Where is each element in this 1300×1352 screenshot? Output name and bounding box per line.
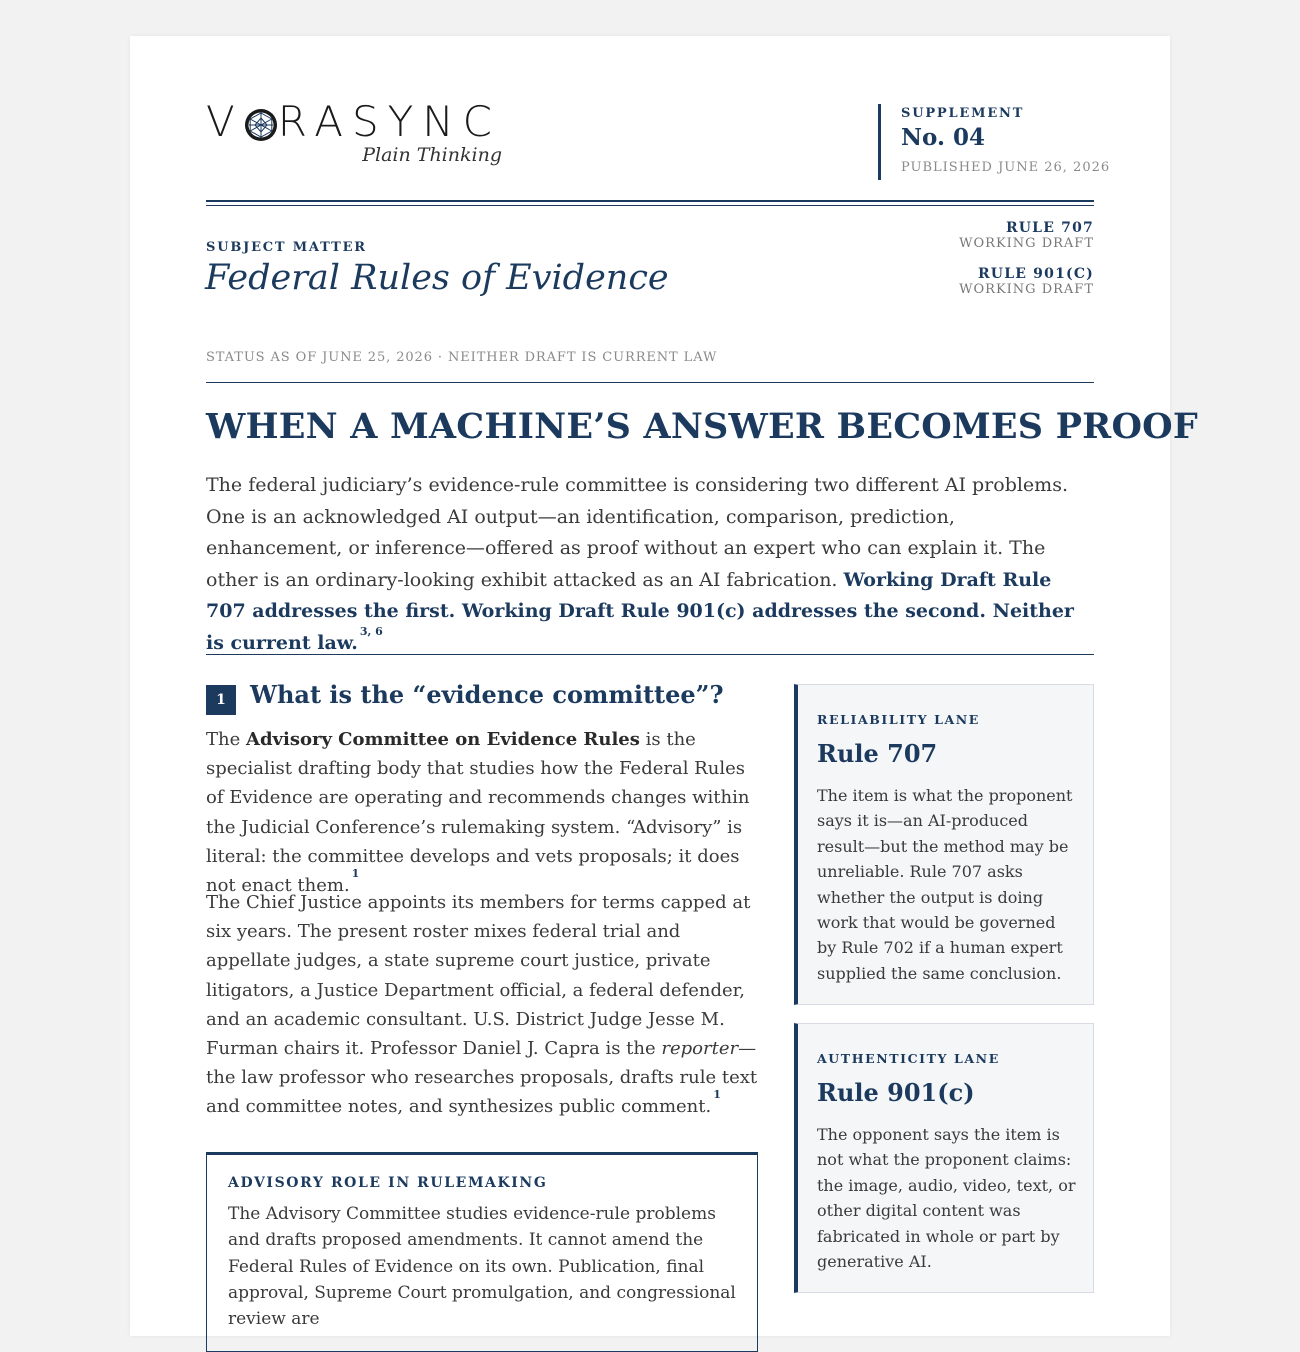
card-lane-label: RELIABILITY LANE bbox=[817, 712, 980, 727]
card-text: The opponent says the item is not what the proponent claims: the image, audio, video, text, or other digital content was fabricated in whole or part by generative AI. bbox=[817, 1125, 1076, 1272]
supplement-number: No. 04 bbox=[901, 124, 985, 151]
paragraph-italic: reporter bbox=[661, 1038, 739, 1060]
lede-bold-text: Working Draft Rule 707 addresses the first. Working Draft Rule 901(c) addresses the second. Neither is current law. bbox=[206, 568, 1074, 654]
card-text: The item is what the proponent says it is—an AI-produced result—but the method may be unreliable. Rule 707 asks whether the output is doing work that would be governed by Rule 702 if a human expert supplied the same conclusion. bbox=[817, 786, 1073, 983]
section-paragraph-2 bbox=[206, 888, 766, 1122]
globe-logo-icon bbox=[244, 104, 278, 152]
paragraph-text: The bbox=[206, 729, 246, 750]
published-date: PUBLISHED JUNE 26, 2026 bbox=[901, 160, 1111, 175]
rule-tag-status: WORKING DRAFT bbox=[959, 236, 1094, 251]
authenticity-lane-card bbox=[794, 1023, 1094, 1293]
card-lane-label: AUTHENTICITY LANE bbox=[817, 1051, 1000, 1066]
footnote-ref[interactable]: 3, 6 bbox=[359, 624, 383, 638]
callout-title: ADVISORY ROLE IN RULEMAKING bbox=[228, 1175, 548, 1191]
rule-tag-status: WORKING DRAFT bbox=[959, 282, 1094, 297]
brand-name-end: RASYNC bbox=[277, 97, 502, 146]
headline: WHEN A MACHINE’S ANSWER BECOMES PROOF bbox=[206, 406, 1198, 447]
paragraph-text: The Chief Justice appoints its members for terms capped at six years. The present roster mixes federal trial and appellate judges, a state supreme court justice, private litigators, a Justice Department official, a federal defender, and an academic consultant. U.S. District Judge Jesse M. Furman chairs it. Professor Daniel J. Capra is the bbox=[206, 892, 751, 1060]
rule-tag-name: RULE 901(C) bbox=[977, 266, 1094, 282]
status-line: STATUS AS OF JUNE 25, 2026 · NEITHER DRAFT IS CURRENT LAW bbox=[206, 350, 718, 365]
rule-tag-name: RULE 707 bbox=[1005, 220, 1094, 236]
section-paragraph-1 bbox=[206, 725, 766, 900]
status-divider bbox=[206, 382, 1094, 383]
rule-tag-901c bbox=[959, 266, 1094, 297]
document-page bbox=[130, 36, 1198, 1336]
paragraph-text: is the specialist drafting body that studies how the Federal Rules of Evidence are operating and recommends changes within the Judicial Conference’s rulemaking system. “Advisory” is literal: the committee develops and vets proposals; it does not enact them. bbox=[206, 729, 750, 897]
subject-label: SUBJECT MATTER bbox=[206, 240, 367, 255]
lede-text: The federal judiciary’s evidence-rule committee is considering two different AI problems. One is an acknowledged AI output—an identification, comparison, prediction, enhancement, or inference—offered as proof without an expert who can explain it. The other is an ordinary-looking exhibit attacked as an AI fabrication. bbox=[206, 474, 1068, 591]
lede-divider bbox=[206, 654, 1094, 655]
footnote-ref[interactable]: 1 bbox=[351, 867, 360, 881]
supplement-accent-bar bbox=[878, 104, 881, 180]
rule-tag-707 bbox=[959, 220, 1094, 251]
brand-tagline: Plain Thinking bbox=[362, 144, 502, 166]
footnote-ref[interactable]: 1 bbox=[713, 1088, 721, 1102]
paragraph-bold: Advisory Committee on Evidence Rules bbox=[245, 729, 640, 750]
section-title: What is the “evidence committee”? bbox=[250, 680, 724, 709]
section-number-badge: 1 bbox=[206, 685, 236, 715]
lede-paragraph bbox=[206, 470, 1096, 659]
card-title: Rule 707 bbox=[817, 739, 938, 768]
header-divider bbox=[206, 200, 1094, 206]
paragraph-text: —the law professor who researches proposals, drafts rule text and committee notes, and synthesizes public comment. bbox=[206, 1038, 758, 1118]
subject-title: Federal Rules of Evidence bbox=[205, 258, 669, 298]
reliability-lane-card bbox=[794, 684, 1094, 1005]
callout-text: The Advisory Committee studies evidence-rule problems and drafts proposed amendments. It cannot amend the Federal Rules of Evidence on its own. Publication, final approval, Supreme Court promulgation, and congressional review are bbox=[228, 1204, 736, 1330]
supplement-label: SUPPLEMENT bbox=[901, 106, 1025, 121]
advisory-role-callout bbox=[206, 1152, 758, 1352]
card-title: Rule 901(c) bbox=[817, 1078, 975, 1107]
brand-name-start: V bbox=[206, 97, 244, 146]
